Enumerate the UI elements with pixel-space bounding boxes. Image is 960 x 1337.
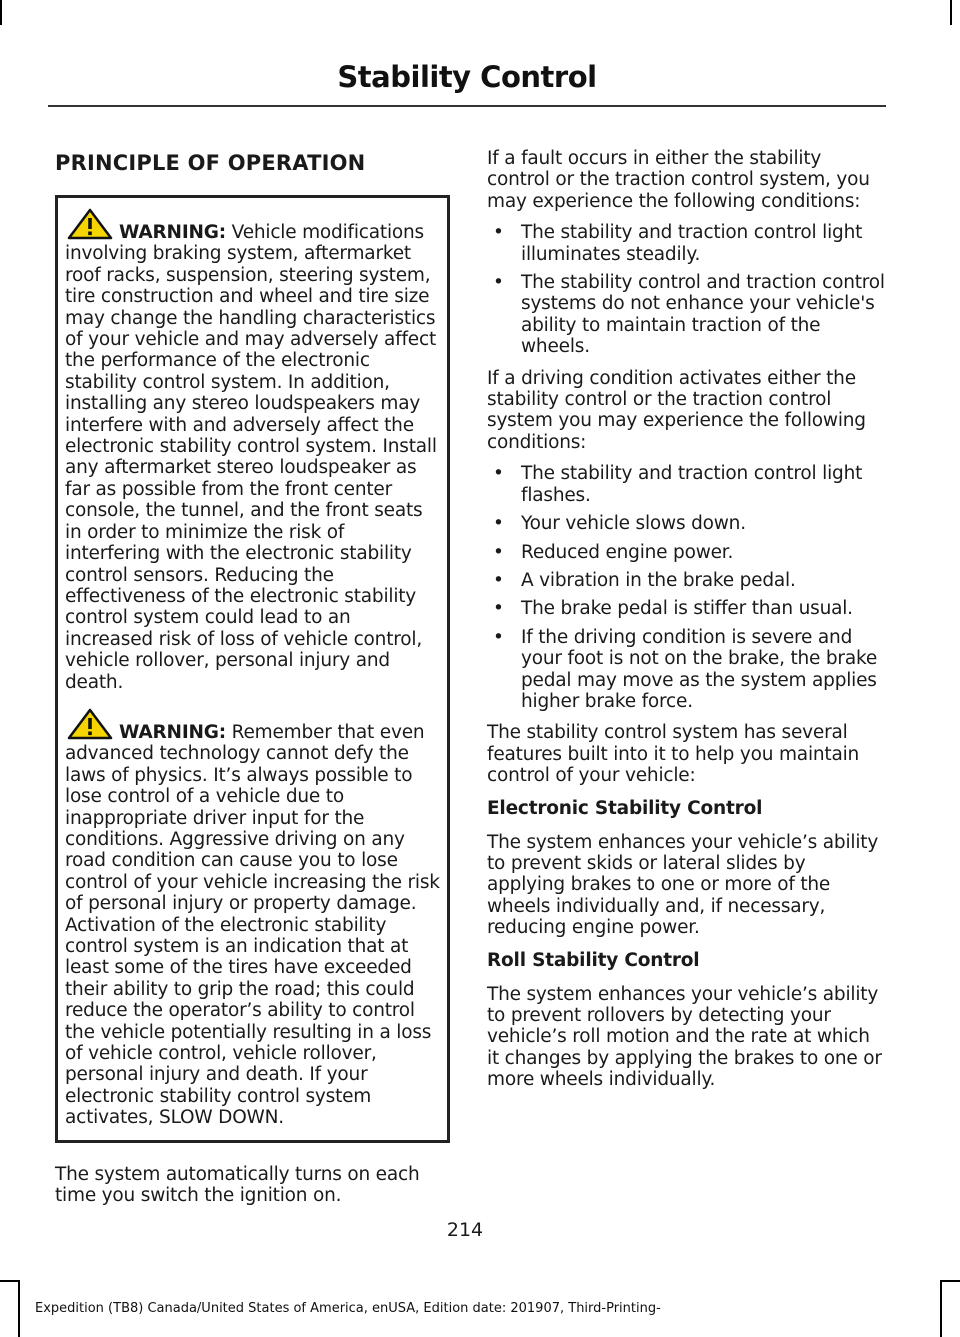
features-intro: The stability control system has several features built into it to help you maintain control of your vehicle: <box>487 722 860 787</box>
crop-mark-bottom-right-h <box>940 1280 960 1282</box>
warning-triangle-icon <box>67 208 113 240</box>
crop-mark-top-right <box>950 0 952 25</box>
list-item: • Reduced engine power. <box>487 542 885 563</box>
warning-2-label: WARNING: <box>119 721 226 743</box>
list-item: • The brake pedal is stiffer than usual. <box>487 598 885 619</box>
left-column <box>55 148 447 1206</box>
warning-box <box>55 195 450 1143</box>
section-heading: PRINCIPLE OF OPERATION <box>55 151 366 175</box>
rsc-heading: Roll Stability Control <box>487 949 700 971</box>
warning-2-text: Remember that even advanced technology cannot defy the laws of physics. It’s always possible to lose control of a vehicle due to inappropriate driver input for the conditions. Aggressive driving on any road condition can cause you to lose control of your vehicle increasing the risk of personal injury or property damage. Activation of the electronic stability control system is an indication that at least some of the tires have exceeded their ability to grip the road; this could reduce the operator’s ability to control the vehicle potentially resulting in a loss of vehicle control, vehicle rollover, personal injury and death. If your electronic stability control system activates, SLOW DOWN. <box>65 721 440 1129</box>
crop-mark-bottom-left-v <box>18 1280 20 1337</box>
list-item: • The stability control and traction control systems do not enhance your vehicle's ability to maintain traction of the wheels. <box>487 272 885 358</box>
warning-1-label: WARNING: <box>119 222 226 243</box>
page-number: 214 <box>446 1219 484 1241</box>
crop-mark-top-left <box>0 0 2 25</box>
page-title <box>0 60 932 94</box>
warning-2 <box>65 708 440 1129</box>
list-item: • If the driving condition is severe and your foot is not on the brake, the brake pedal may move as the system applies higher brake force. <box>487 627 885 713</box>
header-rule <box>48 105 886 107</box>
rsc-text: The system enhances your vehicle’s ability to prevent rollovers by detecting your vehicle’s roll motion and the rate at which it changes by applying the brakes to one or more wheels individually. <box>487 983 882 1091</box>
activate-intro: If a driving condition activates either the stability control or the traction control system you may experience the following conditions: <box>487 367 866 453</box>
ignition-note: The system automatically turns on each time you switch the ignition on. <box>55 1163 420 1207</box>
list-item: • The stability and traction control light flashes. <box>487 463 885 506</box>
list-item: • The stability and traction control light illuminates steadily. <box>487 222 885 265</box>
crop-mark-bottom-right <box>940 1280 942 1337</box>
esc-text: The system enhances your vehicle’s ability to prevent skids or lateral slides by applying brakes to one or more of the wheels individually and, if necessary, reducing engine power. <box>487 831 879 939</box>
list-item: • Your vehicle slows down. <box>487 513 885 534</box>
warning-1-text: Vehicle modifications involving braking system, aftermarket roof racks, suspension, steering system, tire construction and wheel and tire size may change the handling characteristics of your vehicle and may adversely affect the performance of the electronic stability control system. In addition, installing any stereo loudspeakers may interfere with and adversely affect the electronic stability control system. Install any aftermarket stereo loudspeaker as far as possible from the front center console, the tunnel, and the front seats in order to minimize the risk of interfering with the electronic stability control sensors. Reducing the effectiveness of the electronic stability control system could lead to an increased risk of loss of vehicle control, vehicle rollover, personal injury and death. <box>65 222 437 693</box>
page-title-text: Stability Control <box>337 60 597 94</box>
right-column <box>487 148 885 1101</box>
fault-bullets <box>487 222 885 357</box>
warning-1 <box>65 208 440 693</box>
list-item: • A vibration in the brake pedal. <box>487 570 885 591</box>
footer: Expedition (TB8) Canada/United States of America, enUSA, Edition date: 201907, Third-Printing- <box>35 1301 661 1316</box>
crop-mark-bottom-left <box>0 1280 18 1282</box>
activate-bullets <box>487 463 885 712</box>
fault-intro: If a fault occurs in either the stability control or the traction control system, you may experience the following conditions: <box>487 148 870 212</box>
esc-heading: Electronic Stability Control <box>487 797 763 819</box>
warning-triangle-icon <box>67 708 113 740</box>
